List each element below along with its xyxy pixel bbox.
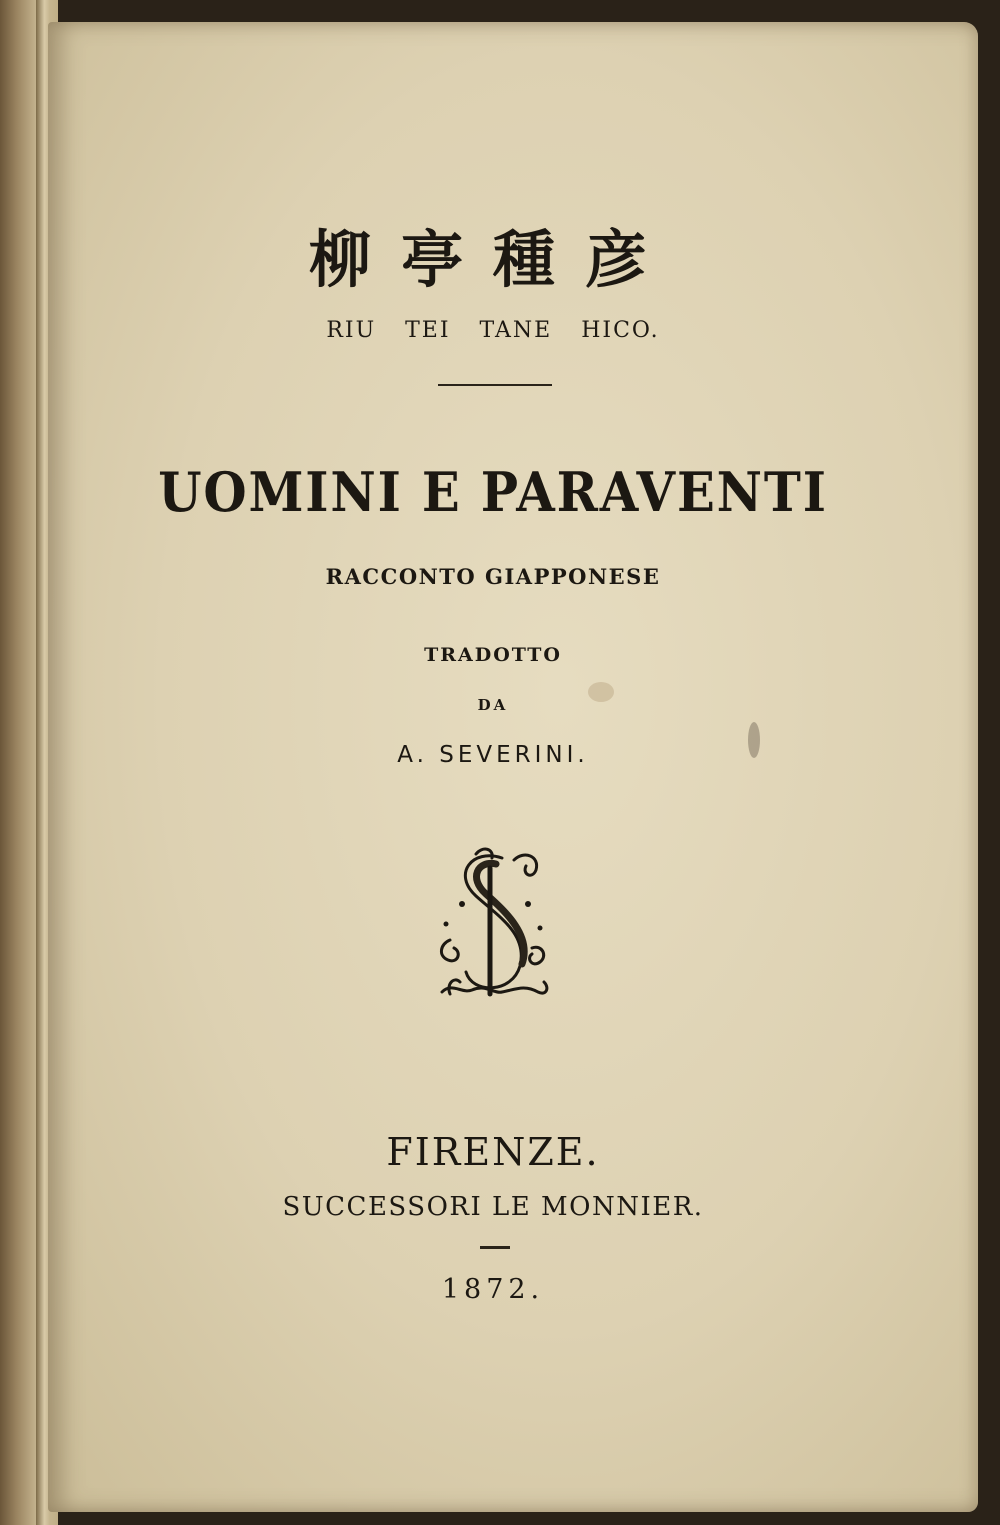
by-label: DA bbox=[477, 696, 509, 714]
book-subtitle: RACCONTO GIAPPONESE bbox=[325, 564, 661, 589]
translator-name: A. SEVERINI. bbox=[397, 742, 589, 768]
divider-rule bbox=[438, 384, 552, 386]
short-rule bbox=[480, 1246, 510, 1249]
publication-year: 1872. bbox=[441, 1274, 545, 1305]
author-kanji: 柳亭種彦 bbox=[308, 223, 677, 296]
publisher-monogram-icon bbox=[432, 844, 554, 1004]
publication-city: FIRENZE. bbox=[386, 1130, 600, 1174]
book-title: UOMINI E PARAVENTI bbox=[158, 460, 828, 524]
publisher-name: SUCCESSORI LE MONNIER. bbox=[282, 1192, 704, 1222]
author-reading: RIU TEI TANE HICO. bbox=[326, 318, 660, 343]
translated-label: TRADOTTO bbox=[424, 644, 562, 666]
title-page bbox=[48, 22, 978, 1512]
page-content bbox=[48, 22, 978, 1512]
